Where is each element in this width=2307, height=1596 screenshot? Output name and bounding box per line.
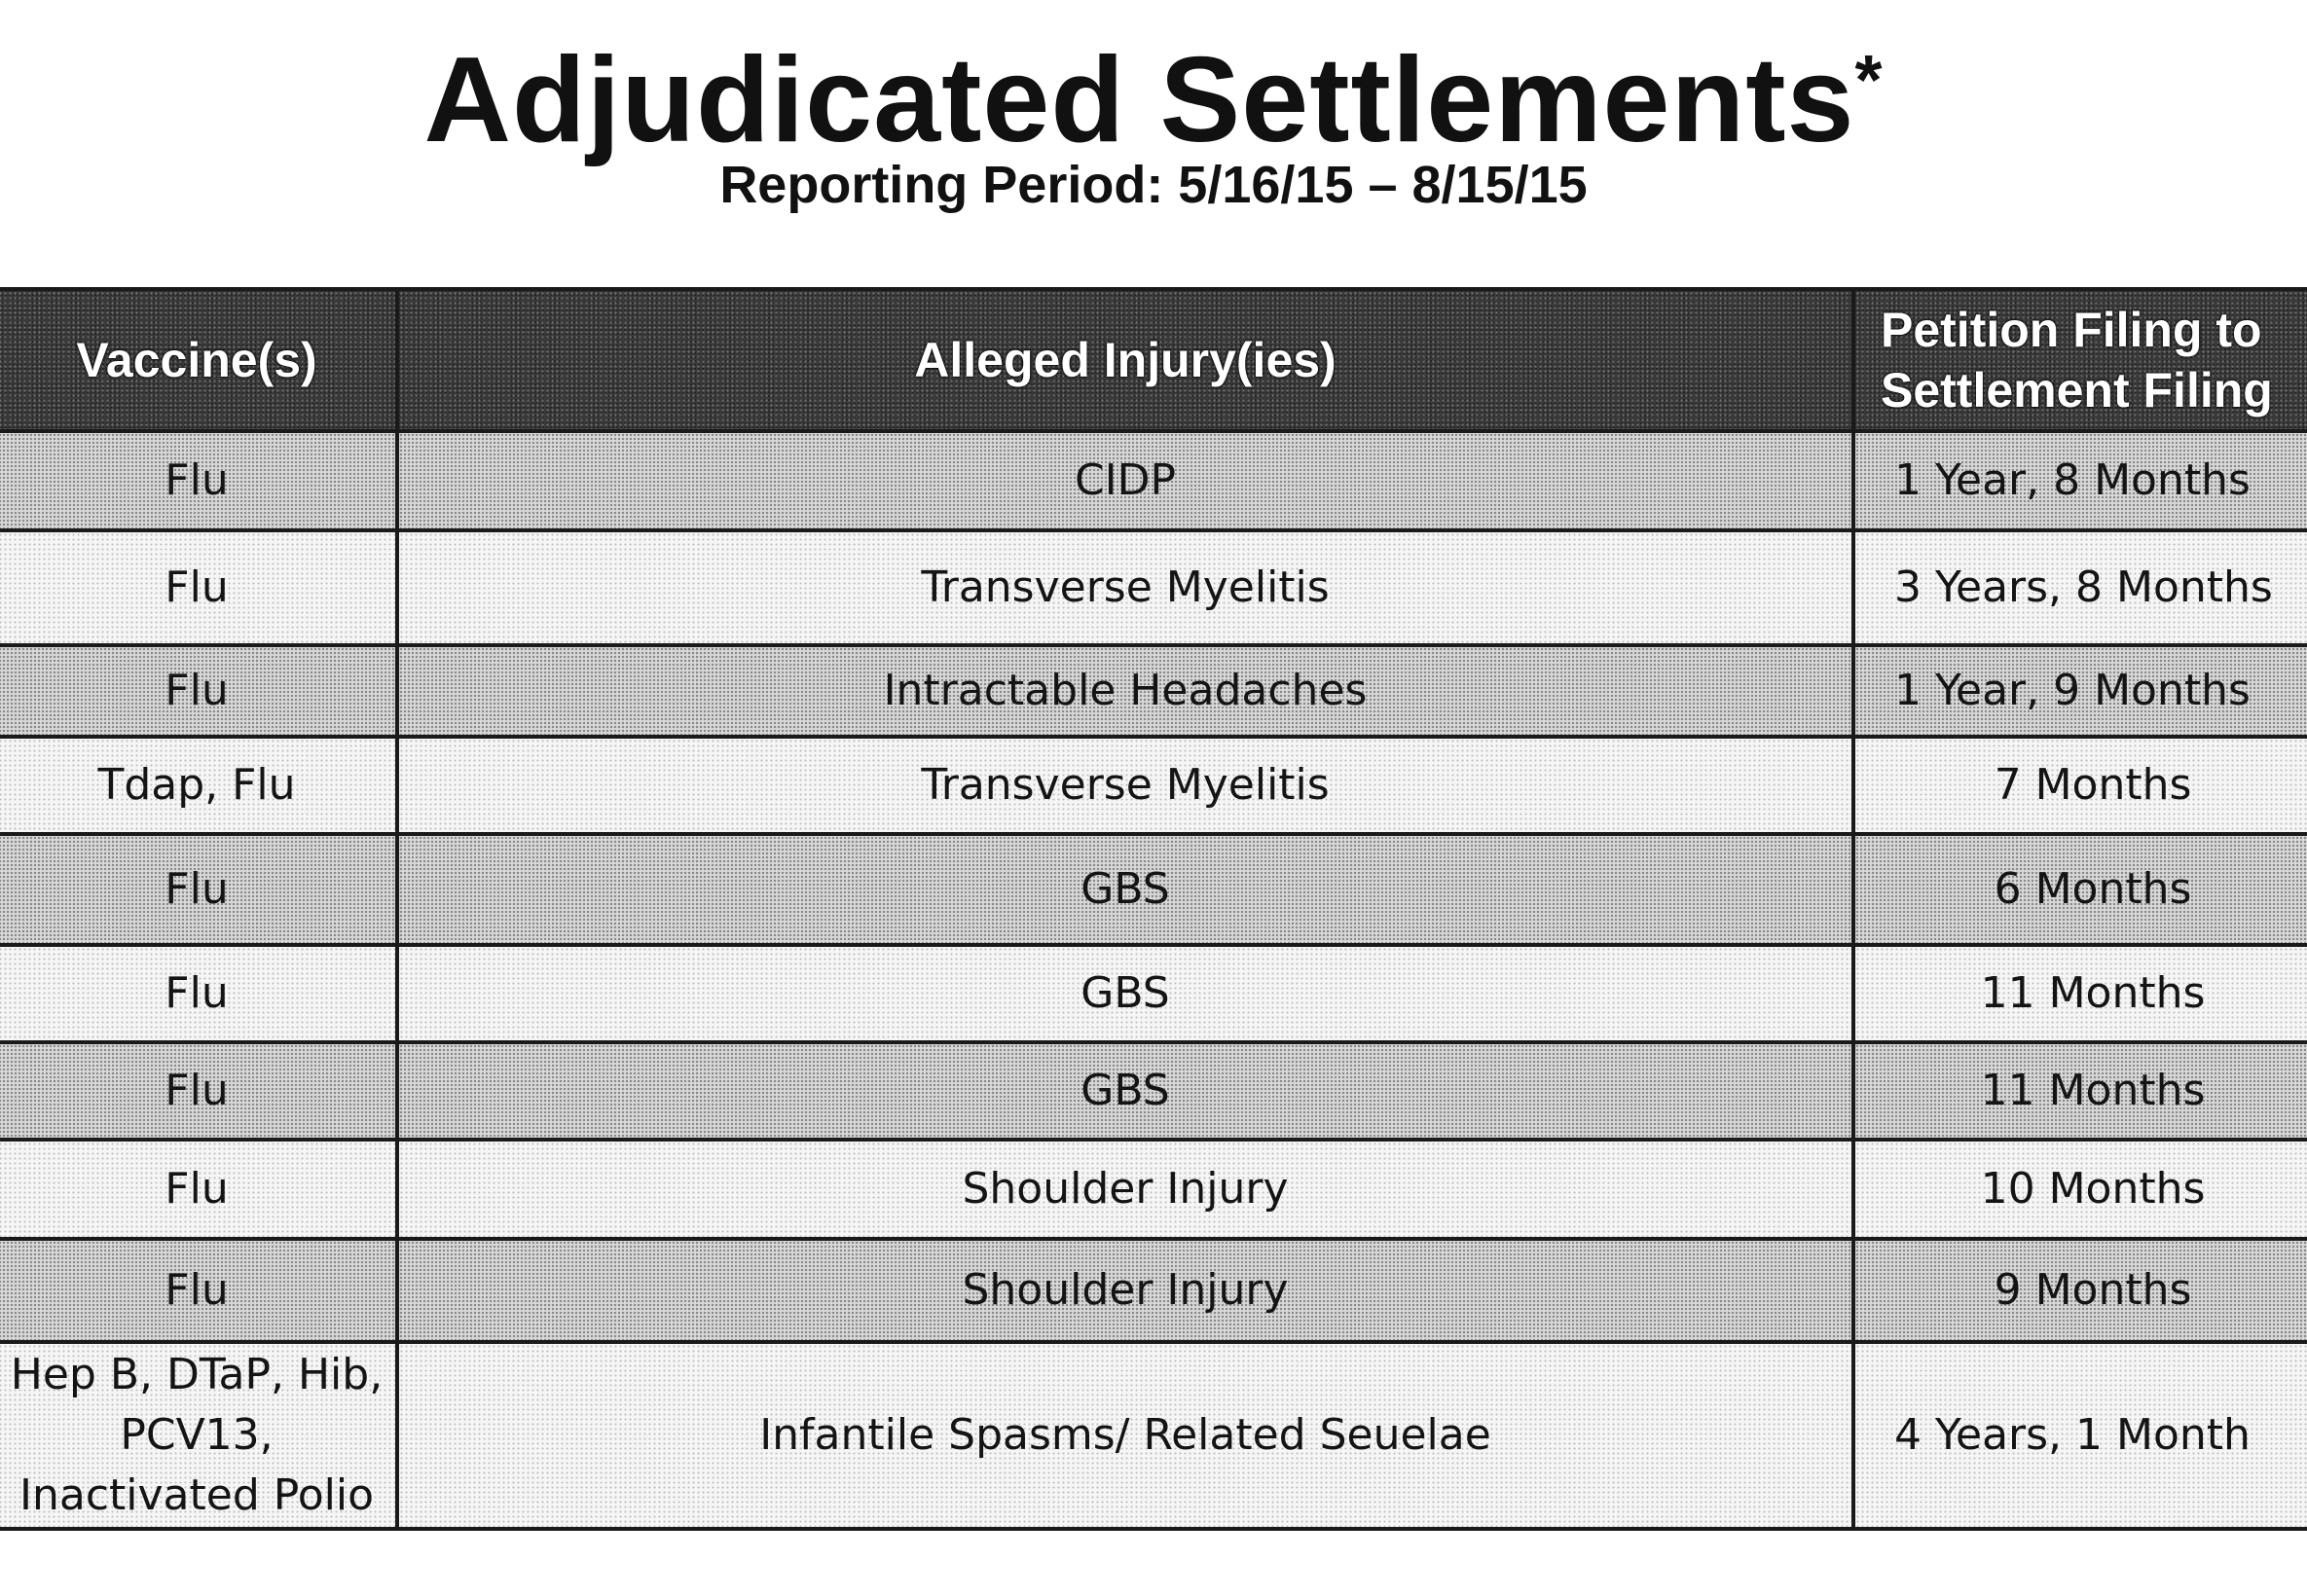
table-row xyxy=(0,431,2307,530)
table-body xyxy=(0,431,2307,1529)
cell-vaccines: Flu xyxy=(0,645,397,737)
cell-alleged-injury: CIDP xyxy=(397,431,1853,530)
cell-alleged-injury: GBS xyxy=(397,945,1853,1042)
table-row xyxy=(0,645,2307,737)
cell-filing-duration: 7 Months xyxy=(1853,737,2307,834)
cell-alleged-injury: Shoulder Injury xyxy=(397,1140,1853,1239)
footnote-mark: * xyxy=(1854,42,1884,120)
table-row xyxy=(0,945,2307,1042)
cell-alleged-injury: Shoulder Injury xyxy=(397,1239,1853,1342)
cell-alleged-injury: Transverse Myelitis xyxy=(397,530,1853,645)
cell-filing-duration: 9 Months xyxy=(1853,1239,2307,1342)
cell-alleged-injury: Infantile Spasms/ Related Seuelae xyxy=(397,1342,1853,1529)
title-block xyxy=(0,0,2307,282)
cell-filing-duration: 11 Months xyxy=(1853,945,2307,1042)
table-row xyxy=(0,1140,2307,1239)
cell-vaccines: Flu xyxy=(0,1239,397,1342)
cell-vaccines: Flu xyxy=(0,1140,397,1239)
header-vaccines: Vaccine(s) xyxy=(0,289,397,431)
cell-filing-duration: 1 Year, 9 Months xyxy=(1853,645,2307,737)
cell-vaccines: Tdap, Flu xyxy=(0,737,397,834)
cell-filing-duration: 6 Months xyxy=(1853,834,2307,945)
table-header-row xyxy=(0,289,2307,431)
cell-alleged-injury: GBS xyxy=(397,834,1853,945)
cell-filing-duration: 3 Years, 8 Months xyxy=(1853,530,2307,645)
cell-vaccines: Flu xyxy=(0,530,397,645)
table-row xyxy=(0,1239,2307,1342)
settlements-table xyxy=(0,287,2307,1531)
table-row xyxy=(0,530,2307,645)
cell-vaccines: Flu xyxy=(0,834,397,945)
cell-alleged-injury: GBS xyxy=(397,1042,1853,1140)
cell-filing-duration: 1 Year, 8 Months xyxy=(1853,431,2307,530)
cell-filing-duration: 10 Months xyxy=(1853,1140,2307,1239)
cell-vaccines: Flu xyxy=(0,1042,397,1140)
cell-vaccines: Hep B, DTaP, Hib, PCV13, Inactivated Polio xyxy=(0,1342,397,1529)
header-alleged-injuries: Alleged Injury(ies) xyxy=(397,289,1853,431)
reporting-period: Reporting Period: 5/16/15 – 8/15/15 xyxy=(719,156,1588,214)
table-row xyxy=(0,1042,2307,1140)
cell-alleged-injury: Transverse Myelitis xyxy=(397,737,1853,834)
page-title-text: Adjudicated Settlements xyxy=(423,33,1855,167)
table-row xyxy=(0,1342,2307,1529)
cell-vaccines: Flu xyxy=(0,431,397,530)
page-title xyxy=(0,8,2307,173)
cell-filing-duration: 11 Months xyxy=(1853,1042,2307,1140)
cell-filing-duration: 4 Years, 1 Month xyxy=(1853,1342,2307,1529)
cell-vaccines: Flu xyxy=(0,945,397,1042)
table-row xyxy=(0,834,2307,945)
header-filing-duration: Petition Filing to Settlement Filing xyxy=(1853,289,2307,431)
table-row xyxy=(0,737,2307,834)
cell-alleged-injury: Intractable Headaches xyxy=(397,645,1853,737)
